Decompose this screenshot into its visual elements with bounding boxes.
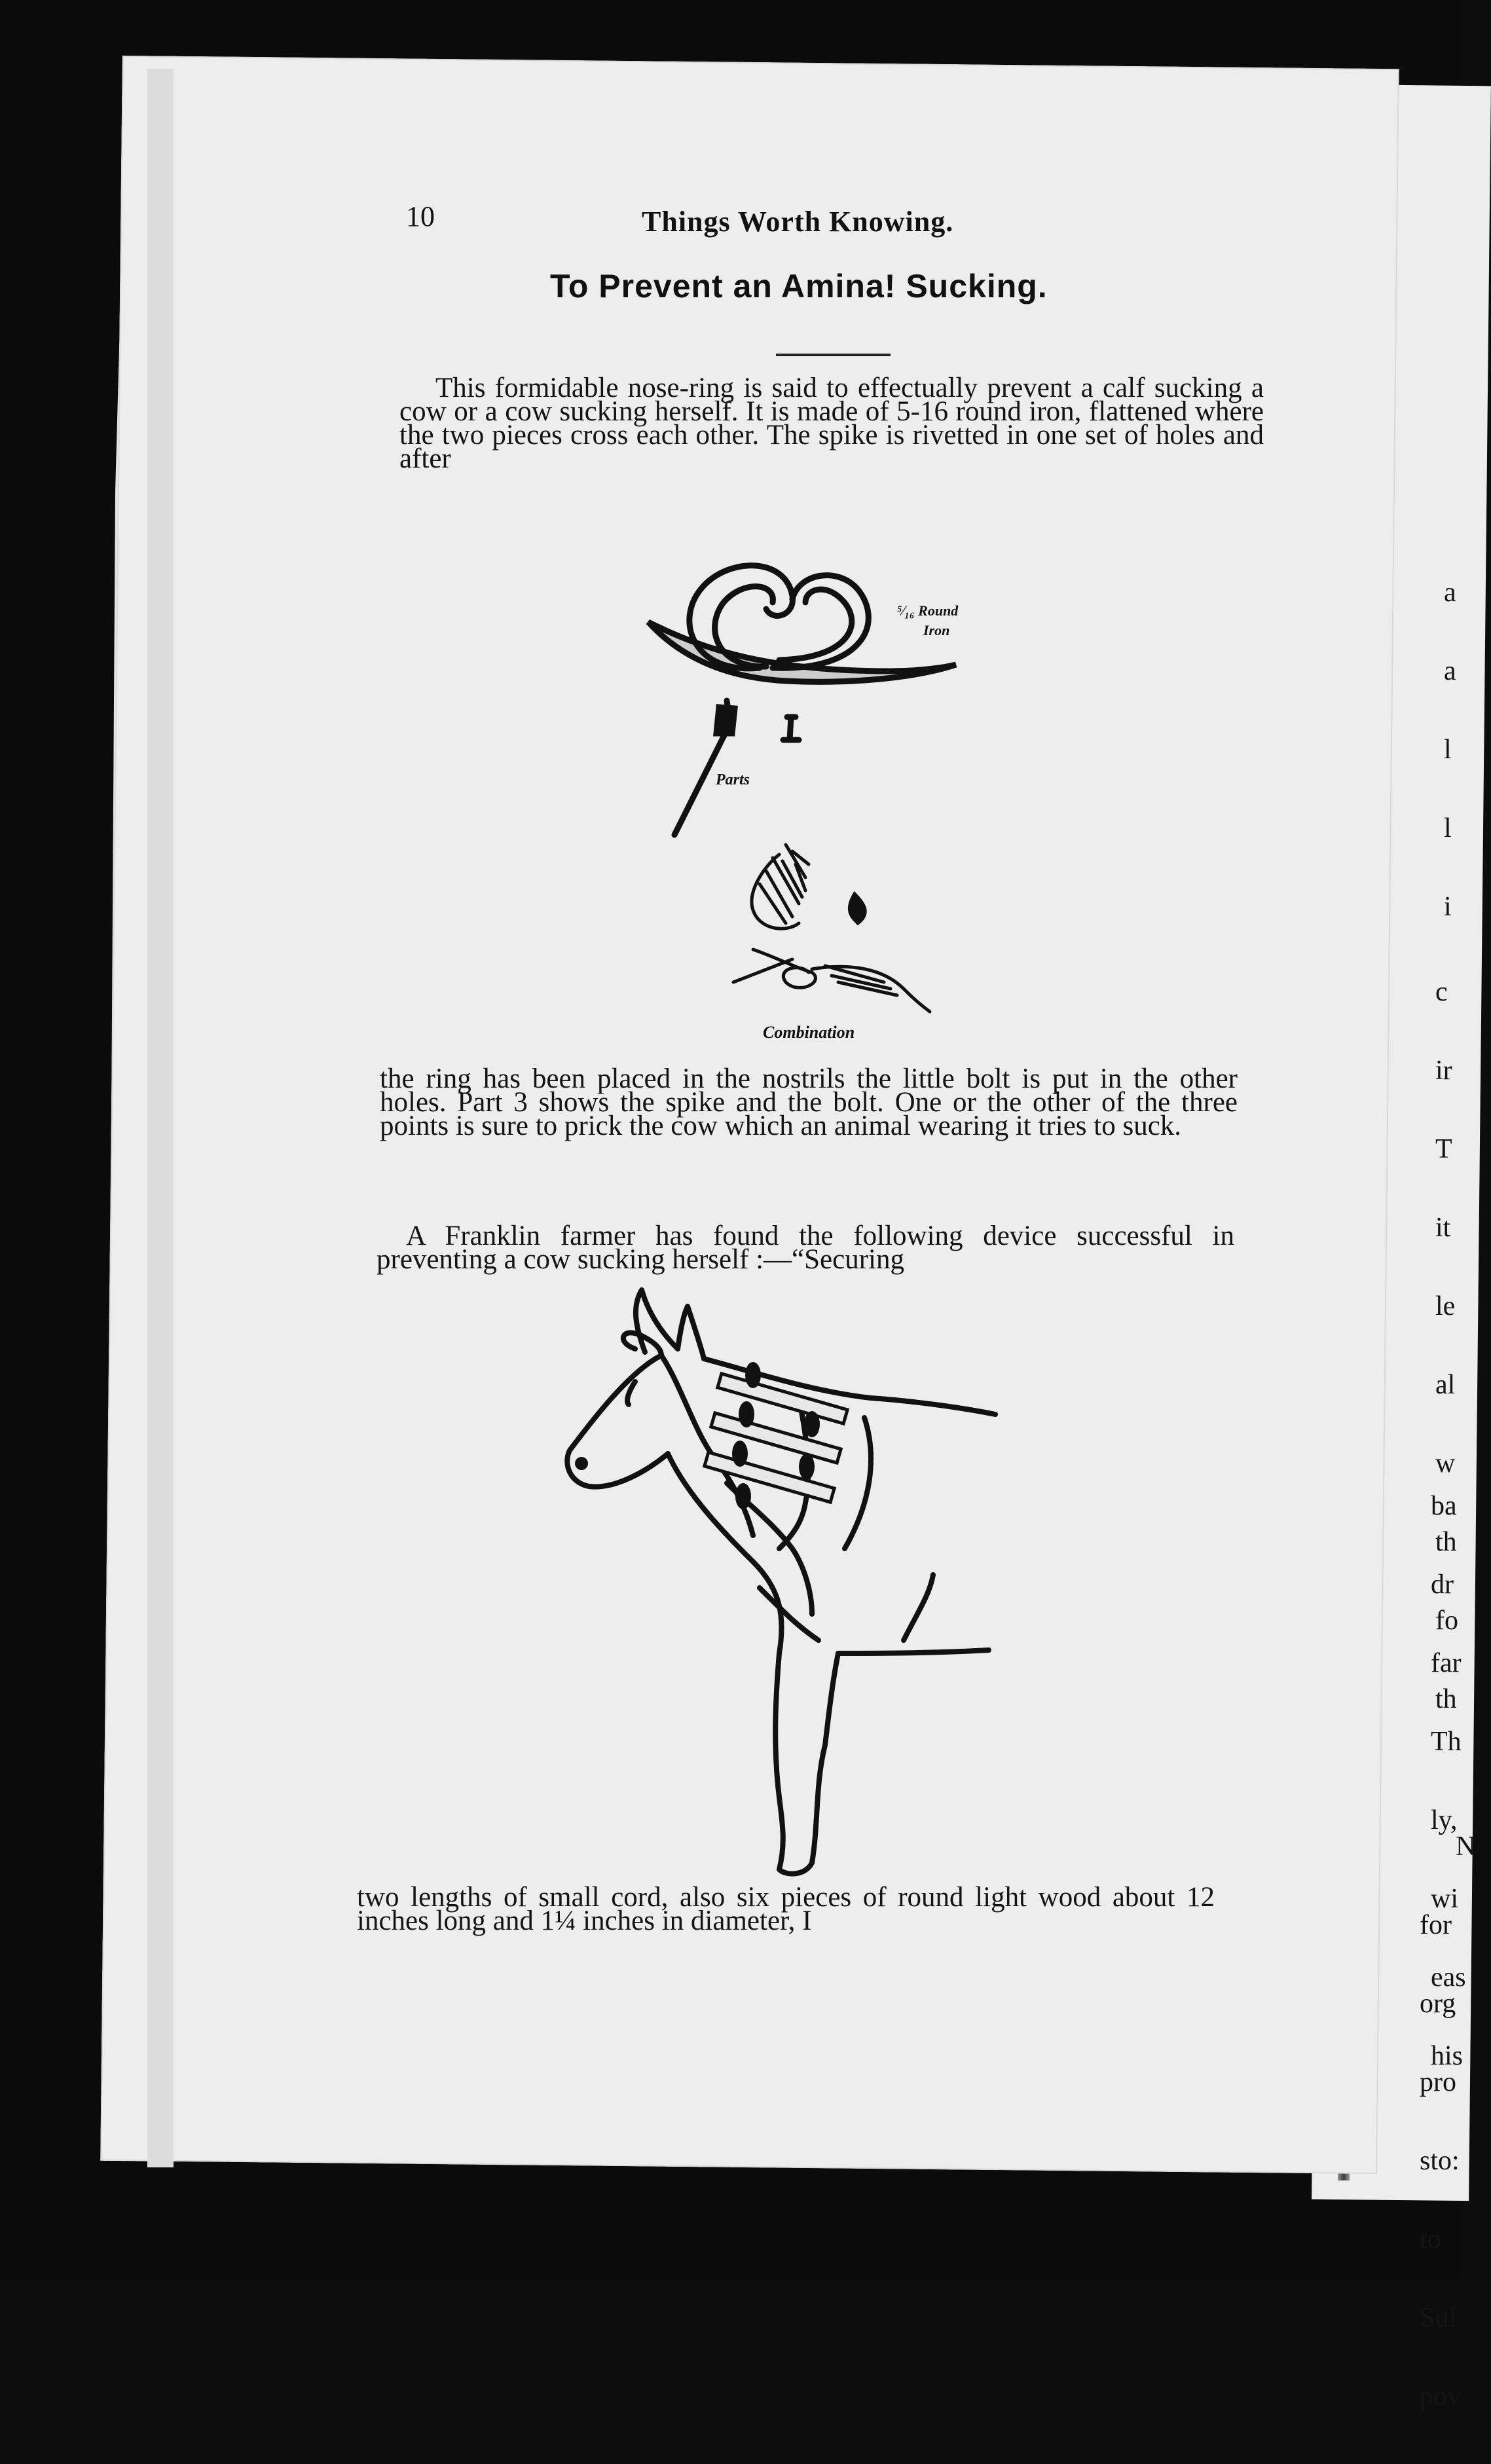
fragment-line: sto:	[1420, 2146, 1460, 2176]
fragment-line: ir	[1435, 1056, 1452, 1086]
round-iron-label-2: Iron	[923, 622, 950, 638]
fragment-line: l	[1444, 813, 1452, 843]
nose-ring-illustration	[576, 537, 1074, 1054]
fragment-line: pov	[1420, 2381, 1461, 2412]
fragment-line: th	[1435, 1527, 1457, 1557]
paragraph-1: This formidable nose-ring is said to effectually prevent a calf sucking a cow or a cow sucking herself. It is made of 5-16 round iron, flattened where the two pieces cross each other. The spike is rivetted in one set of holes and after	[399, 373, 1264, 474]
paragraph-2: the ring has been placed in the nostrils the little bolt is put in the other holes. Part 3 shows the spike and the bolt. One or the other of the three points is sure to prick the cow which an animal wearing it tries to suck.	[380, 1063, 1238, 1141]
round-iron-label-1: ⁵⁄₁₆ Round	[897, 602, 959, 619]
fragment-line: al	[1435, 1370, 1456, 1400]
combination-label: Combination	[763, 1023, 855, 1042]
fragment-line: eas	[1431, 1962, 1466, 1993]
adjacent-page-text-bottom	[1420, 1781, 1475, 2462]
fragment-line: a	[1444, 656, 1456, 686]
fragment-line: for	[1420, 1910, 1452, 1940]
fragment-line: Th	[1431, 1727, 1462, 1757]
parts-label: Parts	[716, 771, 750, 788]
running-head: Things Worth Knowing.	[642, 206, 954, 238]
fragment-line: org	[1420, 1989, 1456, 2019]
fragment-line: wi	[1431, 1884, 1458, 1914]
fragment-line: dr	[1431, 1570, 1454, 1600]
fragment-line: pro	[1420, 2067, 1456, 2097]
fragment-line: T	[1435, 1134, 1452, 1164]
fragment-line: c	[1435, 977, 1448, 1007]
fragment-line: N	[1456, 1831, 1476, 1862]
fragment-line: i	[1444, 892, 1452, 922]
title-rule	[776, 354, 891, 356]
fragment-line: Sul	[1420, 2303, 1457, 2333]
fragment-line: fo	[1435, 1606, 1458, 1636]
fragment-line: a	[1444, 578, 1456, 608]
fragment-line: w	[1435, 1448, 1456, 1479]
cow-illustration	[563, 1287, 1048, 1883]
fragment-line: it	[1435, 1213, 1451, 1243]
article-title: To Prevent an Amina! Sucking.	[550, 268, 1048, 304]
adjacent-page-text-top	[1444, 527, 1471, 972]
fragment-line: far	[1431, 1648, 1462, 1678]
paragraph-4: two lengths of small cord, also six pieces of round light wood about 12 inches long and 1¼ inches in diameter, I	[357, 1882, 1215, 1936]
fragment-line: th	[1435, 1684, 1457, 1714]
fragment-line: to	[1420, 2224, 1441, 2254]
page-fold	[147, 69, 174, 2167]
paragraph-3: A Franklin farmer has found the following device successful in preventing a cow sucking herself :—“Securing	[377, 1221, 1234, 1275]
fragment-line: l	[1444, 735, 1452, 765]
fragment-line: ly,	[1431, 1805, 1458, 1835]
page-number: 10	[406, 200, 435, 232]
fragment-line: ba	[1431, 1491, 1457, 1521]
fragment-line: his	[1431, 2041, 1463, 2071]
fragment-line: le	[1435, 1291, 1456, 1321]
